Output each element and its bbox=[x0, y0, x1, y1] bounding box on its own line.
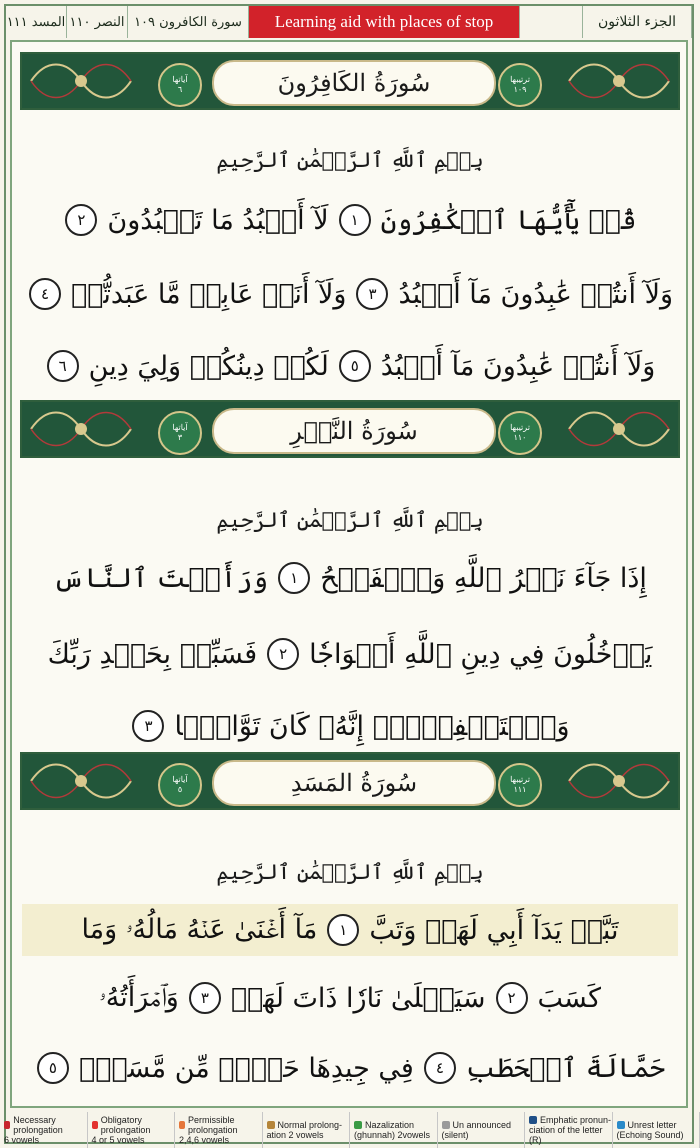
ayah-text: كَسَبَ bbox=[537, 982, 601, 1014]
legend-line2: (ghunnah) 2vowels bbox=[354, 1130, 431, 1140]
ayah-text: مَآ أَغۡنَىٰ عَنۡهُ مَالُهُۥ وَمَا bbox=[81, 914, 318, 945]
surah-title: سُورَةُ الكَافِرُونَ bbox=[277, 69, 431, 97]
legend-line1: Unrest letter bbox=[627, 1120, 677, 1130]
order-number: ١٠٩ bbox=[513, 85, 527, 94]
ayah-text: وَٱمۡرَأَتُهُۥ bbox=[99, 982, 179, 1013]
ayah-number-marker: ١ bbox=[278, 562, 310, 594]
order-medal bbox=[498, 763, 542, 807]
ayat-number: ٣ bbox=[177, 433, 183, 442]
ayah-text: قُلۡ يَٰٓأَيُّهَا ٱلۡكَٰفِرُونَ bbox=[380, 204, 637, 236]
legend-line2: ation 2 vowels bbox=[266, 1130, 324, 1140]
tajweed-legend bbox=[0, 1112, 700, 1148]
legend-item bbox=[88, 1112, 176, 1148]
legend-color-swatch bbox=[442, 1121, 450, 1129]
legend-line1: Emphatic pronun- bbox=[540, 1115, 612, 1125]
order-number: ١١١ bbox=[513, 785, 527, 794]
surah-title: سُورَةُ النَّصۡرِ bbox=[290, 417, 418, 445]
ayah-line bbox=[22, 628, 678, 680]
ayah-line bbox=[22, 972, 678, 1024]
ornament-icon bbox=[564, 757, 674, 805]
ayah-number-marker: ١ bbox=[327, 914, 359, 946]
ayah-text: سَيَصۡلَىٰ نَارٗا ذَاتَ لَهَبٖ bbox=[230, 982, 486, 1014]
ayah-number-marker: ٢ bbox=[65, 204, 97, 236]
order-medal bbox=[498, 411, 542, 455]
legend-line2: (Echoing Sound) bbox=[616, 1130, 684, 1140]
legend-item bbox=[0, 1112, 88, 1148]
surah-header bbox=[20, 400, 680, 458]
legend-line1: Un announced bbox=[452, 1120, 512, 1130]
ayah-number-marker: ٢ bbox=[496, 982, 528, 1014]
order-number: ١١٠ bbox=[513, 433, 527, 442]
legend-item bbox=[525, 1112, 613, 1148]
ayah-text: وَٱسۡتَغۡفِرۡهُۚ إِنَّهُۥ كَانَ تَوَّابَۢا bbox=[174, 710, 570, 742]
sura-ref-1: سورة الكافرون ١٠٩ bbox=[128, 6, 249, 38]
basmala: بِسۡمِ ٱللَّهِ ٱلرَّحۡمَٰنِ ٱلرَّحِيمِ bbox=[216, 508, 484, 532]
surah-title-frame bbox=[212, 60, 496, 106]
ayah-number-marker: ٣ bbox=[132, 710, 164, 742]
topbar-spacer bbox=[520, 6, 583, 38]
legend-item bbox=[175, 1112, 263, 1148]
ayah-number-marker: ٤ bbox=[29, 278, 61, 310]
ayah-line bbox=[22, 194, 678, 246]
ayah-number-marker: ٣ bbox=[356, 278, 388, 310]
ornament-icon bbox=[26, 57, 136, 105]
ornament-icon bbox=[564, 57, 674, 105]
sura-ref-3: المسد ١١١ bbox=[6, 6, 67, 38]
order-medal bbox=[498, 63, 542, 107]
legend-color-swatch bbox=[267, 1121, 275, 1129]
ayah-number-marker: ٥ bbox=[339, 350, 371, 382]
order-label: ترتيبها bbox=[510, 775, 530, 784]
surah-header bbox=[20, 52, 680, 110]
legend-line1: Normal prolong- bbox=[277, 1120, 343, 1130]
legend-color-swatch bbox=[92, 1121, 98, 1129]
ayah-text: وَلَآ أَنتُمۡ عَٰبِدُونَ مَآ أَعۡبُدُ bbox=[380, 350, 656, 382]
learning-aid-banner: Learning aid with places of stop bbox=[249, 6, 520, 38]
legend-item bbox=[438, 1112, 526, 1148]
ayat-count-medal bbox=[158, 63, 202, 107]
ornament-icon bbox=[564, 405, 674, 453]
ayat-label: آياتها bbox=[172, 775, 188, 784]
surah-header bbox=[20, 752, 680, 810]
ayah-number-marker: ٣ bbox=[189, 982, 221, 1014]
legend-line2: 2,4,6 vowels bbox=[179, 1135, 230, 1145]
ayah-number-marker: ١ bbox=[339, 204, 371, 236]
page-topbar bbox=[6, 6, 694, 38]
legend-line1: Obligatory prolongation bbox=[100, 1115, 151, 1135]
legend-color-swatch bbox=[354, 1121, 362, 1129]
surah-title: سُورَةُ المَسَدِ bbox=[290, 769, 418, 797]
ayah-line bbox=[22, 268, 678, 320]
ayah-number-marker: ٢ bbox=[267, 638, 299, 670]
ayat-number: ٦ bbox=[177, 85, 183, 94]
legend-line2: (silent) bbox=[441, 1130, 469, 1140]
ayat-count-medal bbox=[158, 763, 202, 807]
ayah-line bbox=[22, 1042, 678, 1094]
ayah-text: وَلَآ أَنَا۠ عَابِدٞ مَّا عَبَدتُّمۡ bbox=[70, 278, 347, 310]
ayah-text: فَسَبِّحۡ بِحَمۡدِ رَبِّكَ bbox=[47, 638, 258, 670]
legend-color-swatch bbox=[617, 1121, 625, 1129]
ayah-line bbox=[22, 552, 678, 604]
ayah-number-marker: ٦ bbox=[47, 350, 79, 382]
ayat-label: آياتها bbox=[172, 423, 188, 432]
legend-line1: Permissible prolongation bbox=[187, 1115, 238, 1135]
ayah-line bbox=[22, 700, 678, 752]
legend-line2: 6 vowels bbox=[4, 1135, 40, 1145]
sura-ref-2: النصر ١١٠ bbox=[67, 6, 128, 38]
ayah-number-marker: ٥ bbox=[37, 1052, 69, 1084]
ayah-text: وَرَأَيۡتَ ٱلنَّاسَ bbox=[53, 562, 269, 594]
ayah-line bbox=[22, 340, 678, 392]
ayah-text: فِي جِيدِهَا حَبۡلٞ مِّن مَّسَدِۭ bbox=[78, 1052, 414, 1084]
legend-color-swatch bbox=[179, 1121, 185, 1129]
ayah-text: تَبَّتۡ يَدَآ أَبِي لَهَبٖ وَتَبَّ bbox=[369, 914, 619, 946]
ayah-text: لَآ أَعۡبُدُ مَا تَعۡبُدُونَ bbox=[107, 204, 329, 236]
legend-item bbox=[350, 1112, 438, 1148]
legend-line1: Nazalization bbox=[365, 1120, 415, 1130]
order-label: ترتيبها bbox=[510, 423, 530, 432]
ayat-count-medal bbox=[158, 411, 202, 455]
legend-color-swatch bbox=[4, 1121, 10, 1129]
ayah-number-marker: ٤ bbox=[424, 1052, 456, 1084]
legend-line1: Necessary prolongation bbox=[13, 1115, 63, 1135]
ayat-label: آياتها bbox=[172, 75, 188, 84]
order-label: ترتيبها bbox=[510, 75, 530, 84]
surah-title-frame bbox=[212, 408, 496, 454]
legend-color-swatch bbox=[529, 1116, 537, 1124]
basmala: بِسۡمِ ٱللَّهِ ٱلرَّحۡمَٰنِ ٱلرَّحِيمِ bbox=[216, 860, 484, 884]
ayah-text: لَكُمۡ دِينُكُمۡ وَلِيَ دِينِ bbox=[88, 350, 329, 382]
ayah-text: وَلَآ أَنتُمۡ عَٰبِدُونَ مَآ أَعۡبُدُ bbox=[398, 278, 674, 310]
juz-label: الجزء الثلاثون bbox=[583, 6, 692, 38]
ornament-icon bbox=[26, 405, 136, 453]
ayat-number: ٥ bbox=[177, 785, 183, 794]
ayah-text: يَدۡخُلُونَ فِي دِينِ ٱللَّهِ أَفۡوَاجٗا bbox=[309, 638, 653, 670]
ayah-text: إِذَا جَآءَ نَصۡرُ ٱللَّهِ وَٱلۡفَتۡحُ bbox=[320, 562, 647, 594]
legend-item bbox=[263, 1112, 351, 1148]
basmala: بِسۡمِ ٱللَّهِ ٱلرَّحۡمَٰنِ ٱلرَّحِيمِ bbox=[216, 148, 484, 172]
legend-item bbox=[613, 1112, 700, 1148]
ayah-text: حَمَّالَةَ ٱلۡحَطَبِ bbox=[465, 1052, 666, 1084]
legend-line2: 4 or 5 vowels bbox=[91, 1135, 145, 1145]
surah-title-frame bbox=[212, 760, 496, 806]
ayah-line bbox=[22, 904, 678, 956]
ornament-icon bbox=[26, 757, 136, 805]
legend-line2: ciation of the letter (R) bbox=[529, 1125, 603, 1145]
